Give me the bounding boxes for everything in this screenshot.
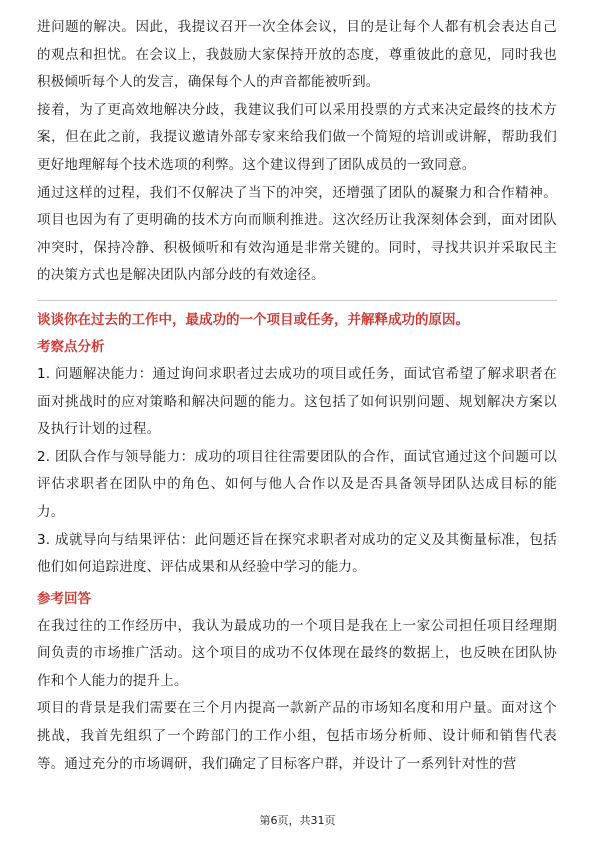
analysis-point-3: 3. 成就导向与结果评估：此问题还旨在探究求职者对成功的定义及其衡量标准，包括他们如何追踪进度、评估成果和从经验中学习的能力。 <box>37 531 557 576</box>
document-page <box>37 14 557 778</box>
answer-paragraph-1: 在我过往的工作经历中，我认为最成功的一个项目是我在上一家公司担任项目经理期间负责的市场推广活动。这个项目的成功不仅体现在最终的数据上，也反映在团队协作和个人能力的提升上。 <box>37 617 557 689</box>
answer-paragraph-2: 项目的背景是我们需要在三个月内提高一款新产品的市场知名度和用户量。面对这个挑战，我首先组织了一个跨部门的工作小组，包括市场分析师、设计师和销售代表等。通过充分的市场调研，我们确定了目标客户群，并设计了一系列针对性的营 <box>37 700 557 772</box>
analysis-point-2: 2. 团队合作与领导能力：成功的项目往往需要团队的合作，面试官通过这个问题可以评估求职者在团队中的角色、如何与他人合作以及是否具备领导团队达成目标的能力。 <box>37 448 557 520</box>
section-divider <box>37 300 557 301</box>
intro-paragraph-3: 通过这样的过程，我们不仅解决了当下的冲突，还增强了团队的凝聚力和合作精神。项目也因为有了更明确的技术方向而顺利推进。这次经历让我深刻体会到，面对团队冲突时，保持冷静、积极倾听和有效沟通是非常关键的。同时，寻找共识并采取民主的决策方式也是解决团队内部分歧的有效途径。 <box>37 184 557 284</box>
intro-paragraph-1: 进问题的解决。因此，我提议召开一次全体会议，目的是让每个人都有机会表达自己的观点和担忧。在会议上，我鼓励大家保持开放的态度，尊重彼此的意见，同时我也积极倾听每个人的发言，确保每个人的声音都能被听到。 <box>37 19 557 91</box>
page-footer: 第6页，共31页 <box>259 814 336 827</box>
question-heading: 谈谈你在过去的工作中，最成功的一个项目或任务，并解释成功的原因。 <box>37 311 469 328</box>
analysis-title: 考察点分析 <box>37 338 105 355</box>
intro-paragraph-2: 接着，为了更高效地解决分歧，我建议我们可以采用投票的方式来决定最终的技术方案，但在此之前，我提议邀请外部专家来给我们做一个简短的培训或讲解，帮助我们更好地理解每个技术选项的利弊。这个建议得到了团队成员的一致同意。 <box>37 101 557 173</box>
answer-title: 参考回答 <box>37 590 91 607</box>
analysis-point-1: 1. 问题解决能力：通过询问求职者过去成功的项目或任务，面试官希望了解求职者在面对挑战时的应对策略和解决问题的能力。这包括了如何识别问题、规划解决方案以及执行计划的过程。 <box>37 365 557 438</box>
